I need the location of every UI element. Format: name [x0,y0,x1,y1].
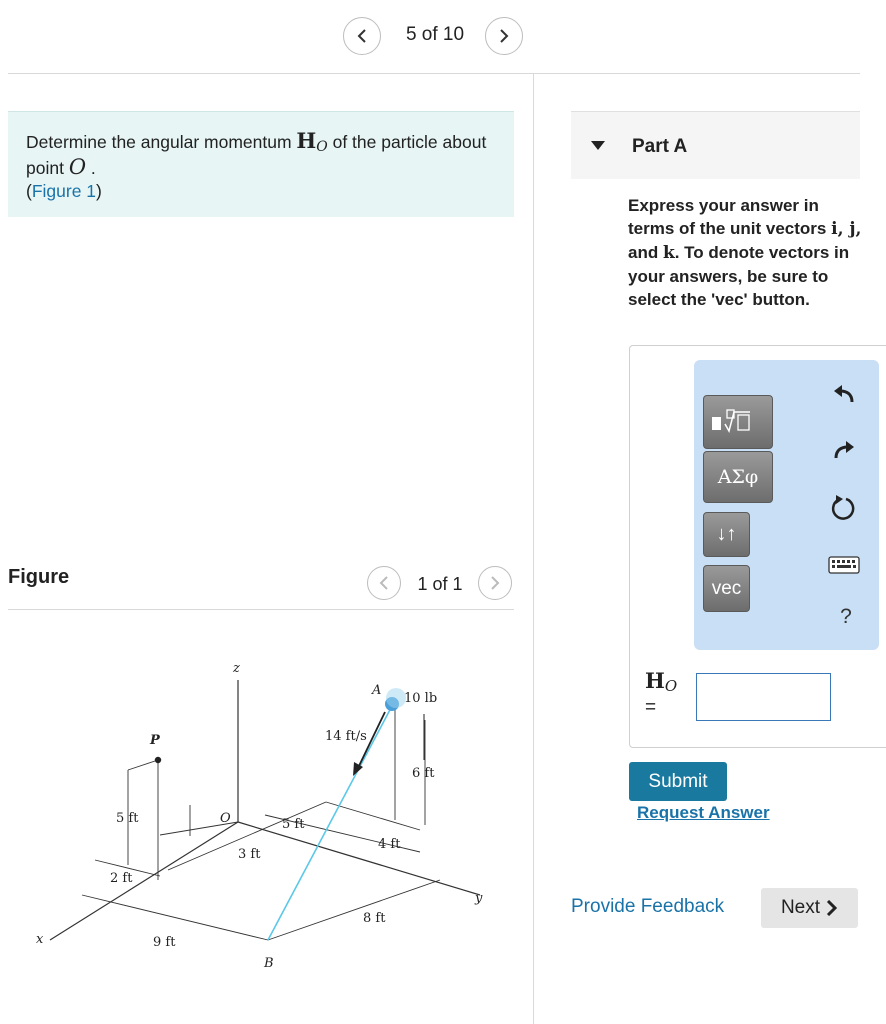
label-5ft-left: 5 ft [116,811,139,826]
label-6ft: 6 ft [412,766,435,781]
help-button[interactable]: ? [840,605,852,628]
label-3ft: 3 ft [238,847,261,862]
figure-diagram [20,640,520,980]
label-y: y [475,891,483,906]
top-divider [8,73,860,74]
point-p [155,757,161,763]
chevron-left-icon [378,576,390,590]
provide-feedback-link[interactable]: Provide Feedback [571,896,725,917]
label-velocity: 14 ft/s [325,729,367,744]
label-x: x [36,932,44,947]
answer-label [645,668,677,693]
part-a-header[interactable] [571,111,860,179]
top-navigation [0,0,886,74]
greek-letters-button[interactable]: ΑΣφ [703,451,773,503]
h-symbol: H [296,128,317,153]
chevron-right-icon [489,576,501,590]
answer-label-h: H [645,668,665,693]
question-text-before: Determine the angular momentum [26,132,297,152]
label-b: B [264,956,274,971]
h-subscript: O [316,139,328,155]
label-o: O [220,811,231,826]
label-5ft-mid: 5 ft [282,817,305,832]
label-force: 10 lb [404,691,438,706]
answer-input[interactable] [696,673,831,721]
part-a-title: Part A [632,136,688,157]
redo-icon [832,438,856,462]
equals-sign: = [645,697,657,718]
part-a-instructions [628,194,863,311]
paren-open: ( [26,181,32,201]
instructions-text-2: and [628,243,663,262]
figure-counter: 1 of 1 [417,574,463,594]
label-z: z [233,661,240,676]
request-answer-link[interactable]: Request Answer [637,803,770,822]
figure-previous-button[interactable] [367,566,401,600]
column-divider [533,74,534,1024]
undo-icon [832,382,856,406]
question-text-mid: of the particle about point [26,132,487,178]
figure-divider [8,609,514,610]
label-a: A [372,683,382,698]
question-box [8,111,514,217]
y-axis [238,822,480,895]
next-button[interactable] [761,888,858,928]
previous-item-button[interactable] [343,17,381,55]
vectors-arrows-button[interactable]: ↓↑ [703,512,750,557]
x-axis [50,822,238,940]
figure-title: Figure [8,566,70,588]
unit-vector-k: k [662,243,675,263]
answer-label-sub: O [664,677,678,695]
label-4ft: 4 ft [378,837,401,852]
templates-icon [710,407,766,437]
paren-close: ) [96,181,102,201]
next-item-button[interactable] [485,17,523,55]
figure-link[interactable]: Figure 1 [31,181,97,201]
figure-next-button[interactable] [478,566,512,600]
keyboard-button[interactable] [826,553,862,577]
keyboard-icon [828,556,860,574]
reset-button[interactable] [828,493,858,523]
chevron-left-icon [356,29,368,43]
templates-button[interactable] [703,395,773,449]
label-2ft: 2 ft [110,871,133,886]
label-p: P [150,733,160,748]
instructions-text-3: . To denote vectors in your answers, be sure to select the 'vec' button. [628,243,850,309]
next-label: Next [780,897,821,918]
submit-button[interactable]: Submit [629,762,727,801]
undo-button[interactable] [830,380,858,408]
chevron-right-icon [826,900,838,916]
point-symbol: O [68,155,87,179]
vec-button[interactable]: vec [703,565,750,612]
label-9ft: 9 ft [153,935,176,950]
reset-icon [829,494,857,522]
collapse-triangle-icon [591,141,605,150]
question-text-end: . [86,158,96,178]
chevron-right-icon [498,29,510,43]
label-8ft: 8 ft [363,911,386,926]
unit-vectors-ij: i, j, [831,219,862,239]
item-counter: 5 of 10 [405,24,465,45]
redo-button[interactable] [830,436,858,464]
instructions-text-1: Express your answer in terms of the unit vectors [628,196,832,238]
